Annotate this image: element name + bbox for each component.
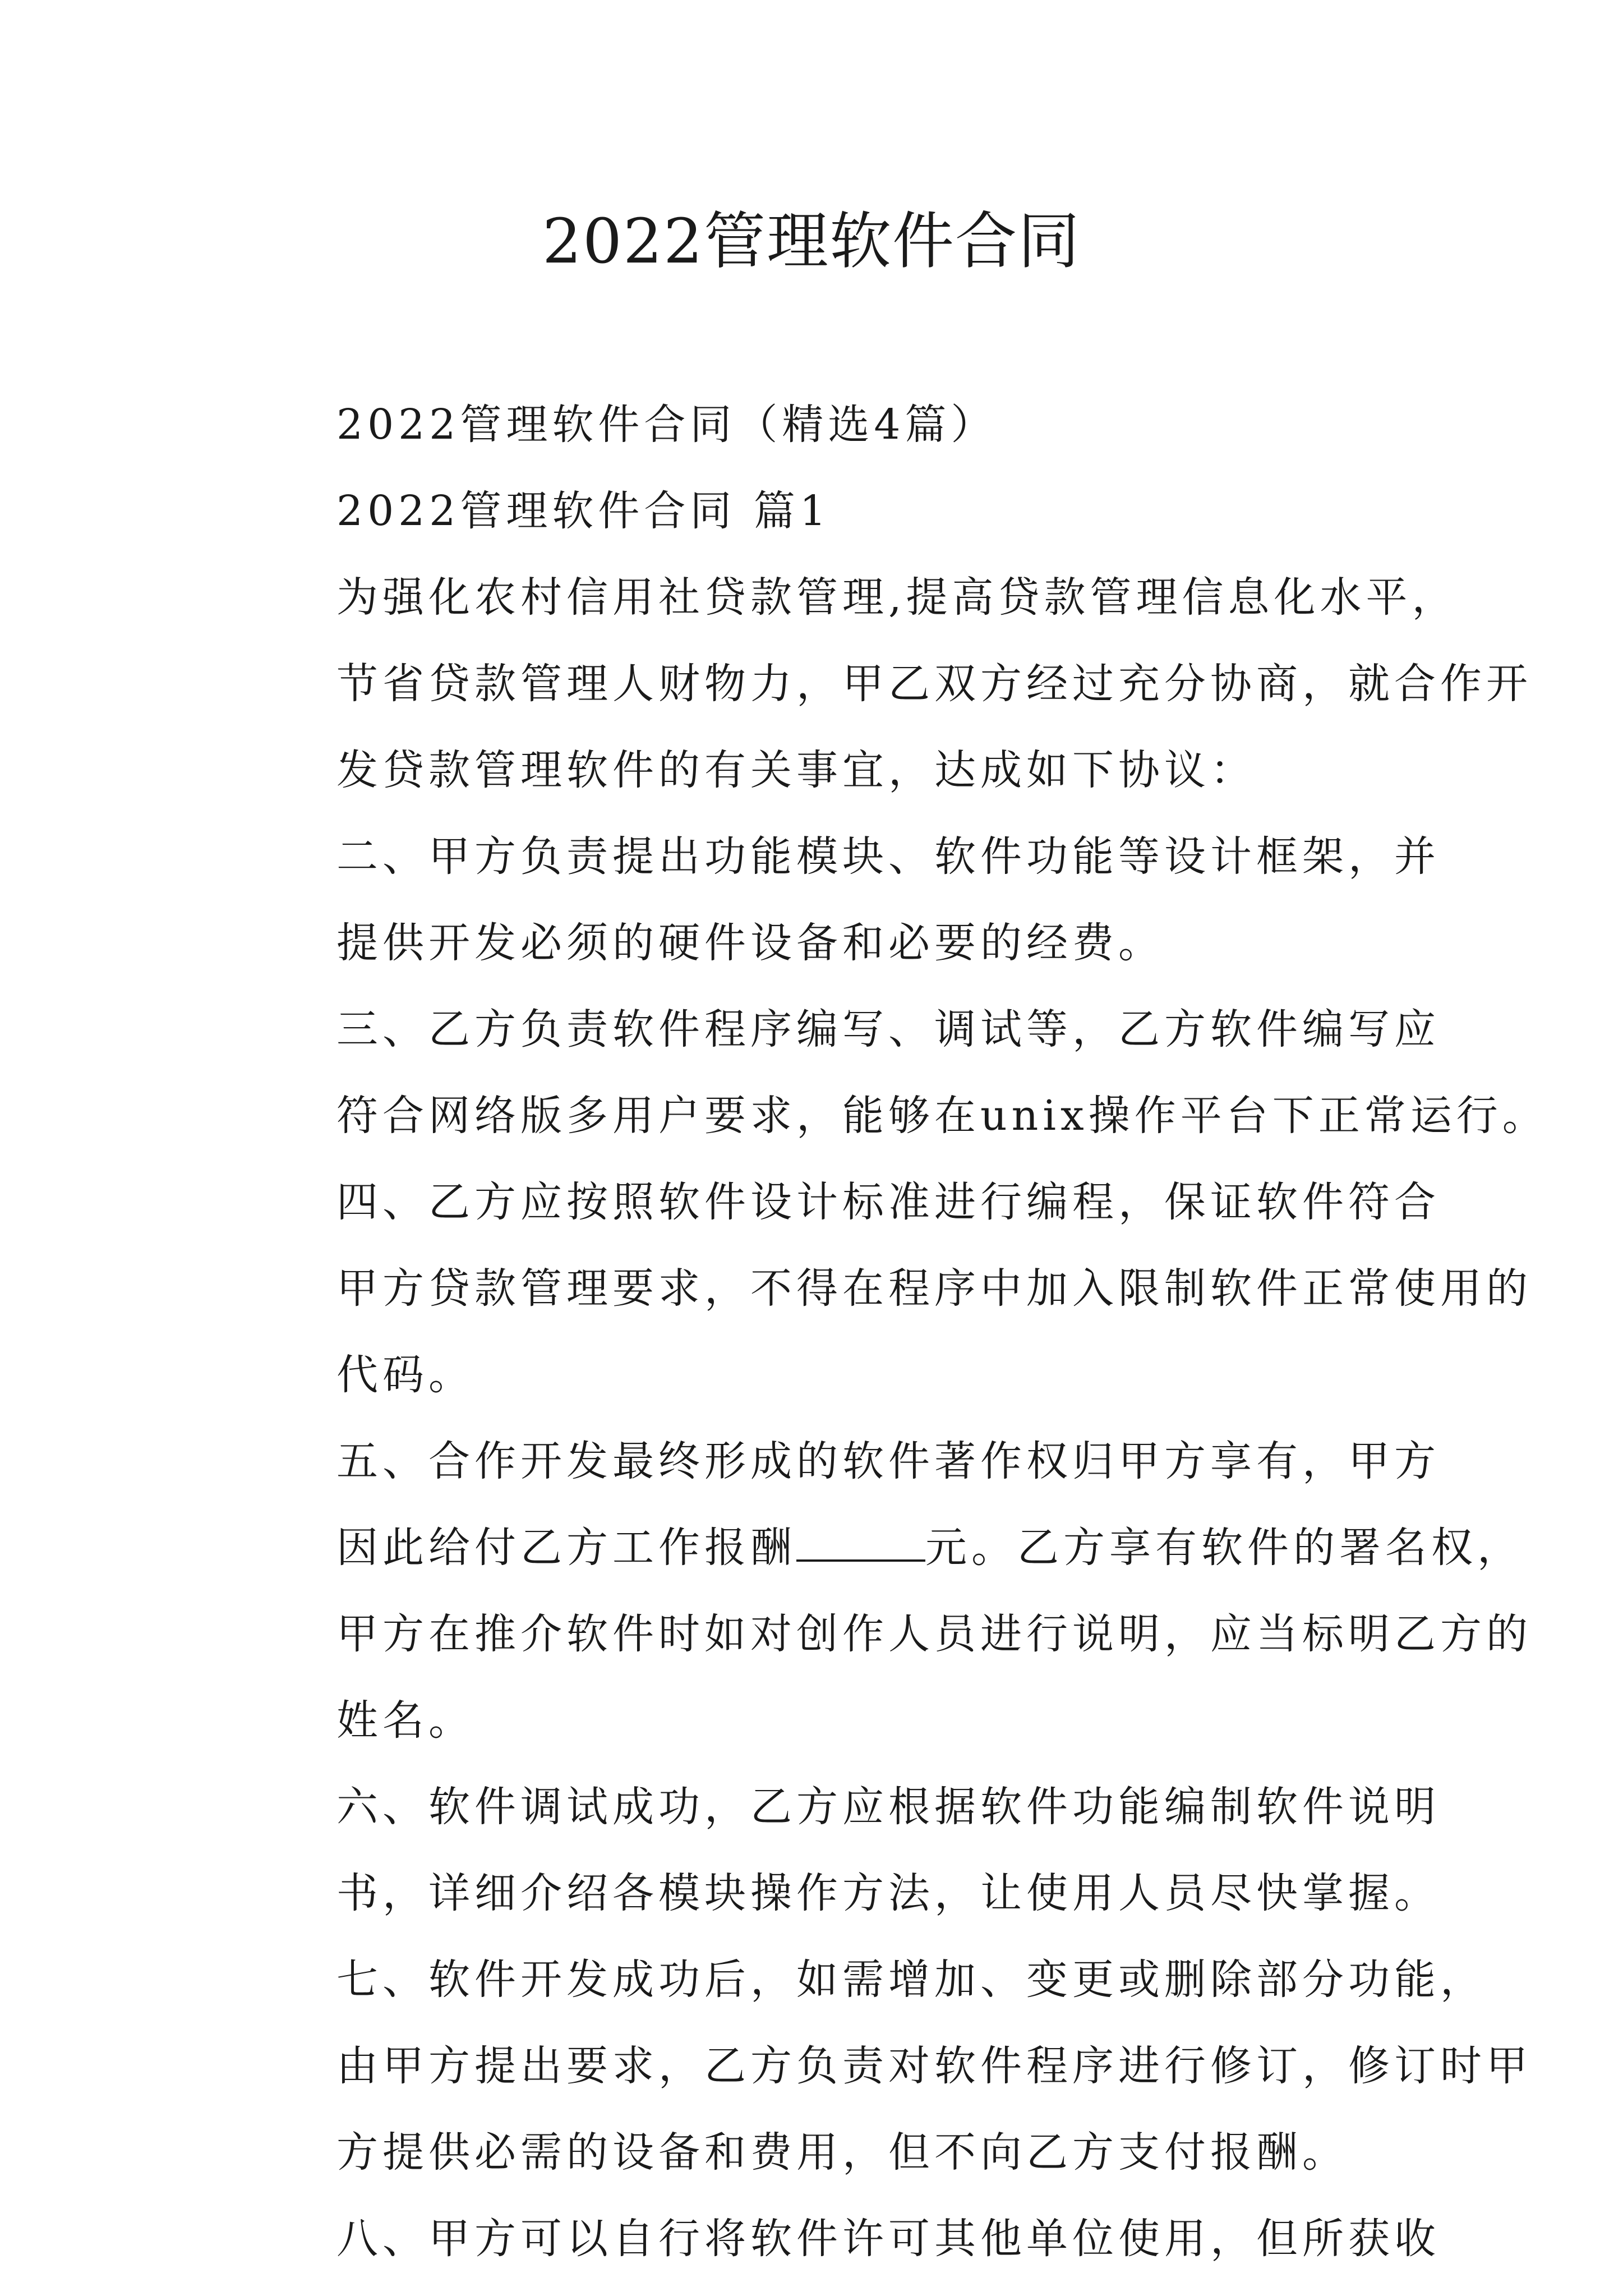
blank-after-text: 元。乙方享有软件的署名权，: [925, 1524, 1523, 1572]
document-body: [252, 381, 1548, 2282]
paragraph-line: 提供开发必须的硬件设备和必要的经费。: [336, 919, 1164, 967]
clause-4: [252, 1159, 1532, 1418]
paragraph-line: 八、甲方可以自行将软件许可其他单位使用，但所获收: [336, 2215, 1440, 2263]
paragraph-line: 为强化农村信用社贷款管理,提高贷款管理信息化水平，: [336, 573, 1458, 622]
paragraph-line: 甲方贷款管理要求，不得在程序中加入限制软件正常使用的: [336, 1264, 1532, 1313]
clause-3: [252, 986, 1548, 1159]
clause-6: [252, 1764, 1440, 1936]
paragraph-line: 方提供必需的设备和费用，但不向乙方支付报酬。: [336, 2128, 1348, 2177]
subtitle: 2022管理软件合同（精选4篇）: [336, 401, 997, 449]
paragraph-line: 二、甲方负责提出功能模块、软件功能等设计框架，并: [336, 832, 1440, 881]
document-title: 2022管理软件合同: [542, 205, 1081, 277]
paragraph-line: 书，详细介绍各模块操作方法，让使用人员尽快掌握。: [336, 1869, 1440, 1917]
clause-8: [252, 2196, 1440, 2282]
amount-blank: [796, 1522, 925, 1562]
blank-before-text: 因此给付乙方工作报酬: [336, 1524, 796, 1572]
paragraph-line: 代码。: [336, 1351, 474, 1399]
paragraph-line: 四、乙方应按照软件设计标准进行编程，保证软件符合: [336, 1178, 1440, 1226]
paragraph-line: 三、乙方负责软件程序编写、调试等，乙方软件编写应: [336, 1005, 1440, 1053]
section-heading: 2022管理软件合同 篇1: [336, 487, 831, 535]
paragraph-line: 符合网络版多用户要求，能够在unix操作平台下正常运行。: [336, 1092, 1548, 1140]
section-heading-paragraph: [252, 468, 1391, 554]
paragraph-line: 节省贷款管理人财物力，甲乙双方经过充分协商，就合作开: [336, 660, 1532, 708]
clause-5: [252, 1418, 1532, 1764]
paragraph-line: 姓名。: [336, 1696, 474, 1745]
paragraph-line: 六、软件调试成功，乙方应根据软件功能编制软件说明: [336, 1783, 1440, 1831]
paragraph-intro: [252, 554, 1532, 813]
subtitle-paragraph: [252, 381, 1391, 468]
clause-2: [252, 813, 1440, 986]
paragraph-line: 七、软件开发成功后，如需增加、变更或删除部分功能，: [336, 1955, 1486, 2004]
paragraph-line: 由甲方提出要求，乙方负责对软件程序进行修订，修订时甲: [336, 2042, 1532, 2090]
paragraph-line-with-blank: [252, 1504, 1523, 1591]
paragraph-line: 甲方在推介软件时如对创作人员进行说明，应当标明乙方的: [336, 1610, 1532, 1658]
paragraph-line: 五、合作开发最终形成的软件著作权归甲方享有，甲方: [336, 1437, 1440, 1485]
paragraph-line: 发贷款管理软件的有关事宜，达成如下协议：: [336, 746, 1256, 794]
clause-7: [252, 1936, 1532, 2196]
